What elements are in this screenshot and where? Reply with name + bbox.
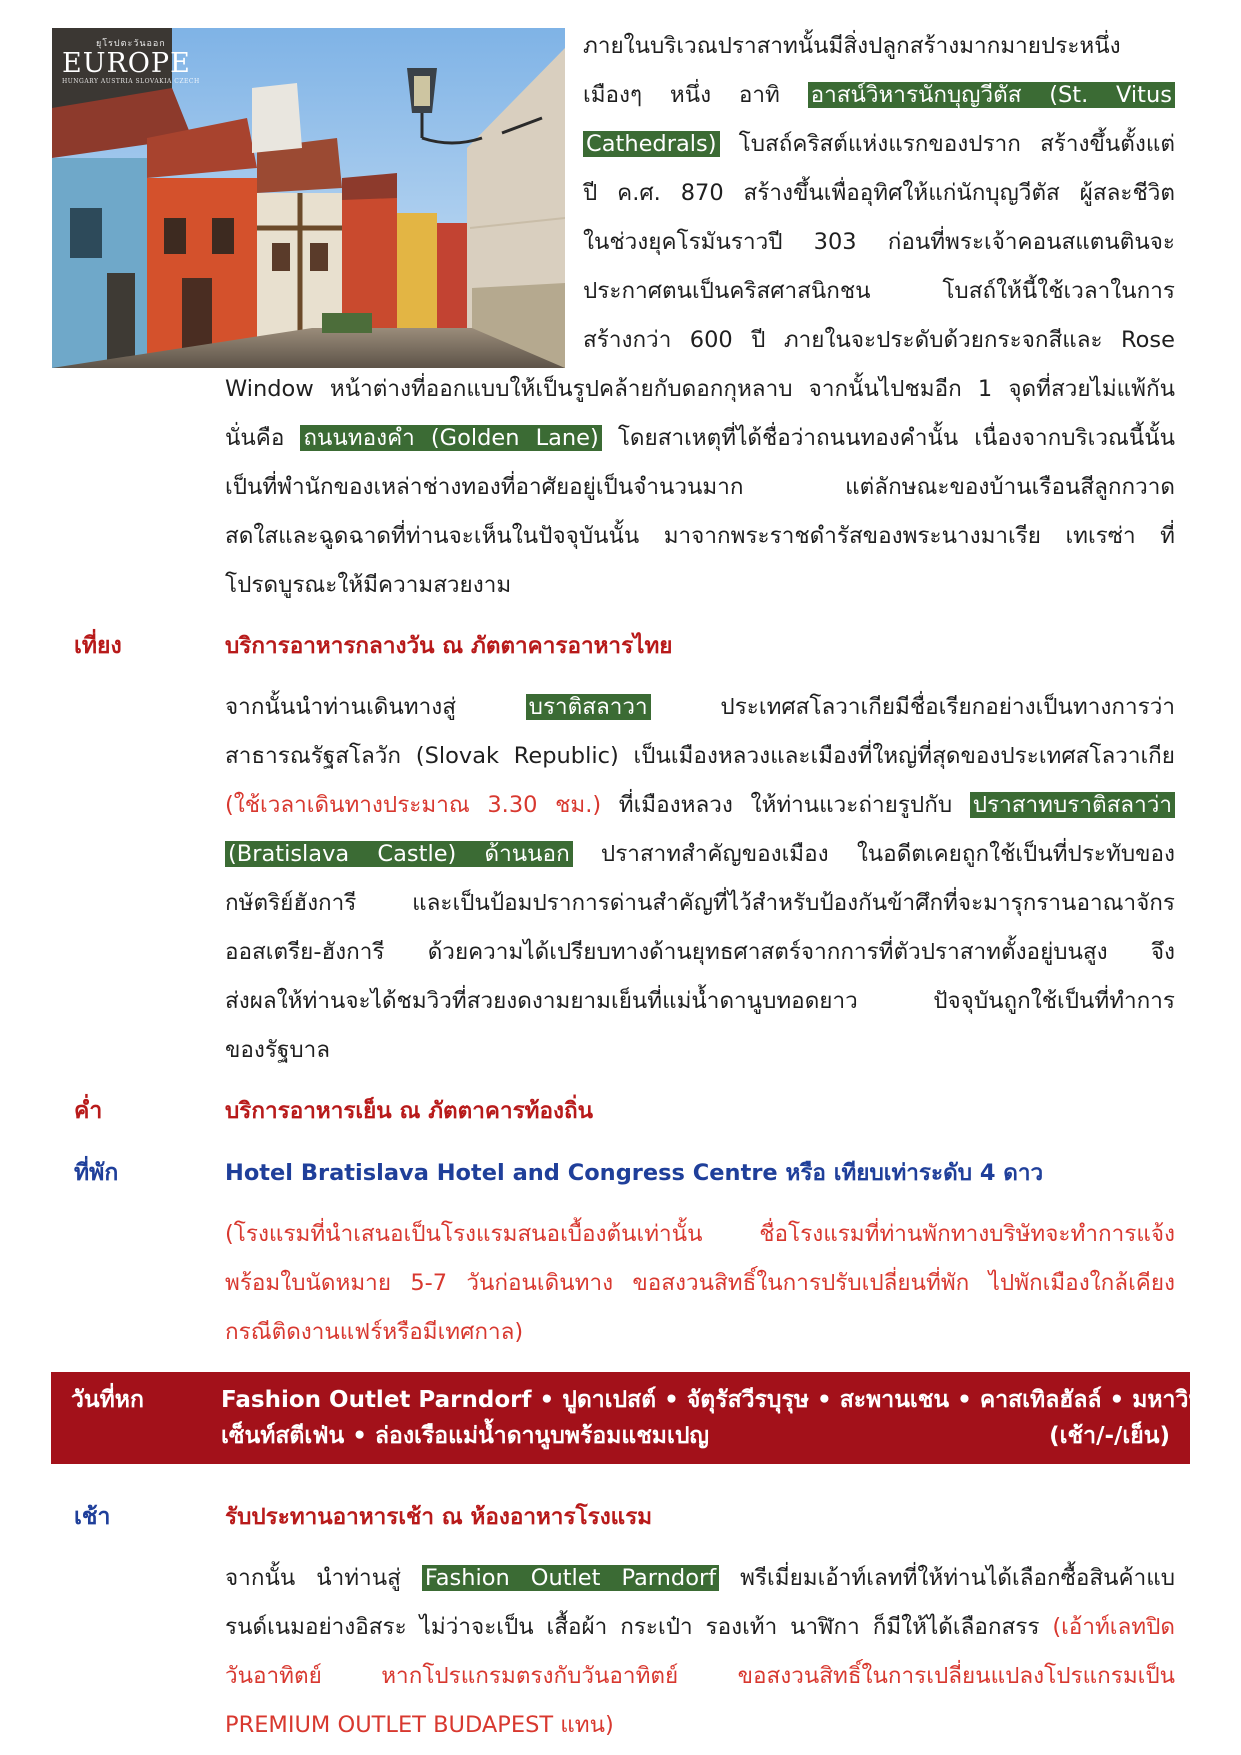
text-line	[225, 683, 1175, 732]
text-line	[225, 1603, 1175, 1652]
text-line	[225, 928, 1175, 977]
text-line	[225, 1652, 1175, 1701]
day-six-meals: (เช้า/-/เย็น)	[1049, 1423, 1170, 1449]
red-note-text: PREMIUM OUTLET BUDAPEST แทน)	[225, 1712, 614, 1738]
text-line	[225, 365, 1175, 414]
intro-paragraph	[583, 22, 1175, 365]
text-segment: ออสเตรีย-ฮังการี ด้วยความได้เปรียบทางด้านยุทธศาสตร์จากการที่ตัวปราสาทตั้งอยู่บนสูง จึง	[225, 939, 1175, 965]
outlet-paragraph	[225, 1554, 1175, 1750]
text-line	[225, 1701, 1175, 1750]
text-line	[225, 879, 1175, 928]
day-six-title-line-2: เซ็นท์สตีเฟ่น • ล่องเรือแม่น้ำดานูบพร้อมแชมเปญ	[221, 1423, 710, 1449]
text-segment: ประเทศสโลวาเกียมีชื่อเรียกอย่างเป็นทางการว่า	[650, 694, 1175, 720]
red-note-text: (ใช้เวลาเดินทางประมาณ 3.30 ชม.)	[225, 792, 602, 818]
dinner-label: ค่ำ	[74, 1098, 103, 1124]
hotel-label: ที่พัก	[74, 1160, 119, 1186]
text-line	[225, 561, 1175, 610]
text-line	[225, 463, 1175, 512]
highlighted-place-name: บราติสลาวา	[526, 694, 651, 720]
text-segment: โบสถ์คริสต์แห่งแรกของปราก สร้างขึ้นตั้งแต่	[719, 131, 1175, 157]
golden-lane-photo	[52, 28, 565, 368]
brand-sub-text: HUNGARY AUSTRIA SLOVAKIA CZECH	[62, 78, 200, 85]
text-segment: ในช่วงยุคโรมันราวปี 303 ก่อนที่พระเจ้าคอนสแตนตินจะ	[583, 229, 1175, 255]
brand-top-text: ยุโรปตะวันออก	[95, 39, 166, 49]
day-six-label: วันที่หก	[71, 1387, 144, 1413]
text-segment: โปรดบูรณะให้มีความสวยงาม	[225, 572, 512, 598]
day-six-title-line-1: Fashion Outlet Parndorf • ปูดาเปสต์ • จัตุรัสวีรบุรุษ • สะพานเชน • คาสเทิลฮัลล์ • มหาวิหาร	[221, 1387, 1229, 1413]
text-segment: ส่งผลให้ท่านจะได้ชมวิวที่สวยงดงามยามเย็นที่แม่น้ำดานูบทอดยาว ปัจจุบันถูกใช้เป็นที่ทำการ	[225, 988, 1175, 1014]
text-line	[583, 267, 1175, 316]
text-line	[225, 732, 1175, 781]
text-segment: เป็นที่พำนักของเหล่าช่างทองที่อาศัยอยู่เป็นจำนวนมาก แต่ลักษณะของบ้านเรือนสีลูกกวาด	[225, 474, 1175, 500]
breakfast-label: เช้า	[74, 1504, 111, 1530]
text-line	[225, 830, 1175, 879]
text-line	[225, 1026, 1175, 1075]
day-six-banner	[51, 1372, 1229, 1464]
text-segment: ที่เมืองหลวง ให้ท่านแวะถ่ายรูปกับ	[601, 792, 970, 818]
highlighted-place-name: Fashion Outlet Parndorf	[422, 1565, 719, 1591]
text-segment: พร้อมใบนัดหมาย 5-7 วันก่อนเดินทาง ขอสงวนสิทธิ์ในการปรับเปลี่ยนที่พัก ไปพักเมืองใกล้เคียง	[225, 1270, 1175, 1296]
highlighted-place-name: ถนนทองคำ (Golden Lane)	[300, 425, 601, 451]
red-note-text: วันอาทิตย์ หากโปรแกรมตรงกับวันอาทิตย์ ขอสงวนสิทธิ์ในการเปลี่ยนแปลงโปรแกรมเป็น	[225, 1663, 1175, 1689]
dinner-heading: บริการอาหารเย็น ณ ภัตตาคารท้องถิ่น	[225, 1098, 593, 1124]
text-segment: ปราสาทสำคัญของเมือง ในอดีตเคยถูกใช้เป็นที่ประทับของ	[572, 841, 1175, 867]
highlighted-place-name: อาสน์วิหารนักบุญวีตัส (St. Vitus	[808, 82, 1175, 108]
text-segment: จากนั้น นำท่านสู่	[225, 1565, 422, 1591]
text-segment: จากนั้นนำท่านเดินทางสู่	[225, 694, 526, 720]
text-line	[583, 71, 1175, 120]
text-segment: สร้างกว่า 600 ปี ภายในจะประดับด้วยกระจกสีและ Rose	[583, 327, 1175, 353]
text-line	[225, 1308, 1175, 1357]
text-segment: (โรงแรมที่นำเสนอเป็นโรงแรมสนอเบื้องต้นเท่านั้น ชื่อโรงแรมที่ท่านพักทางบริษัทจะทำการแจ้ง	[225, 1221, 1175, 1247]
text-line	[583, 218, 1175, 267]
text-segment: นั่นคือ	[225, 425, 301, 451]
text-segment: กษัตริย์ฮังการี และเป็นป้อมปราการด่านสำคัญที่ไว้สำหรับป้องกันข้าศึกที่จะมารุกรานอาณาจักร	[225, 890, 1175, 916]
text-line	[583, 316, 1175, 365]
text-segment: สดใสและฉูดฉาดที่ท่านจะเห็นในปัจจุบันนั้น มาจากพระราชดำรัสของพระนางมาเรีย เทเรซ่า ที่	[225, 523, 1175, 549]
text-segment: เมืองๆ หนึ่ง อาทิ	[583, 82, 808, 108]
text-segment: Window หน้าต่างที่ออกแบบให้เป็นรูปคล้ายกับดอกกุหลาบ จากนั้นไปชมอีก 1 จุดที่สวยไม่แพ้กัน	[225, 376, 1175, 402]
text-line	[583, 169, 1175, 218]
text-line	[225, 1259, 1175, 1308]
text-line	[225, 414, 1175, 463]
highlighted-place-name: (Bratislava Castle) ด้านนอก	[225, 841, 573, 867]
brand-name: EUROPE	[62, 48, 191, 79]
hotel-heading: Hotel Bratislava Hotel and Congress Centre หรือ เทียบเท่าระดับ 4 ดาว	[225, 1160, 1044, 1186]
text-line	[225, 512, 1175, 561]
lunch-heading: บริการอาหารกลางวัน ณ ภัตตาคารอาหารไทย	[225, 633, 673, 659]
breakfast-heading: รับประทานอาหารเช้า ณ ห้องอาหารโรงแรม	[225, 1504, 653, 1530]
text-segment: รนด์เนมอย่างอิสระ ไม่ว่าจะเป็น เสื้อผ้า กระเป๋า รองเท้า นาฬิกา ก็มีให้ได้เลือกสรร	[225, 1614, 1053, 1640]
text-segment: ภายในบริเวณปราสาทนั้นมีสิ่งปลูกสร้างมากมายประหนึ่ง	[583, 33, 1121, 59]
text-segment: ประกาศตนเป็นคริสศาสนิกชน โบสถ์ให้นี้ใช้เวลาในการ	[583, 278, 1175, 304]
text-segment: ของรัฐบาล	[225, 1037, 331, 1063]
text-line	[225, 977, 1175, 1026]
hotel-note	[225, 1210, 1175, 1357]
text-line	[225, 1210, 1175, 1259]
text-segment: ปี ค.ศ. 870 สร้างขึ้นเพื่ออุทิศให้แก่นักบุญวีตัส ผู้สละชีวิต	[583, 180, 1175, 206]
text-segment: กรณีติดงานแฟร์หรือมีเทศกาล)	[225, 1319, 524, 1345]
text-segment: โดยสาเหตุที่ได้ชื่อว่าถนนทองคำนั้น เนื่องจากบริเวณนี้นั้น	[601, 425, 1175, 451]
text-segment: พรีเมี่ยมเอ้าท์เลทที่ให้ท่านได้เลือกซื้อสินค้าแบ	[719, 1565, 1175, 1591]
text-line	[583, 22, 1175, 71]
text-line	[583, 120, 1175, 169]
bratislava-paragraph	[225, 683, 1175, 1075]
intro-continued-paragraph	[225, 365, 1175, 610]
brand-logo	[62, 36, 200, 85]
lunch-label: เที่ยง	[74, 633, 122, 659]
highlighted-place-name: ปราสาทบราติสลาว่า	[970, 792, 1175, 818]
text-segment: สาธารณรัฐสโลวัก (Slovak Republic) เป็นเมืองหลวงและเมืองที่ใหญ่ที่สุดของประเทศสโลวาเกีย	[225, 743, 1175, 769]
highlighted-place-name: Cathedrals)	[583, 131, 720, 157]
text-line	[225, 1554, 1175, 1603]
red-note-text: (เอ้าท์เลทปิด	[1052, 1614, 1175, 1640]
text-line	[225, 781, 1175, 830]
